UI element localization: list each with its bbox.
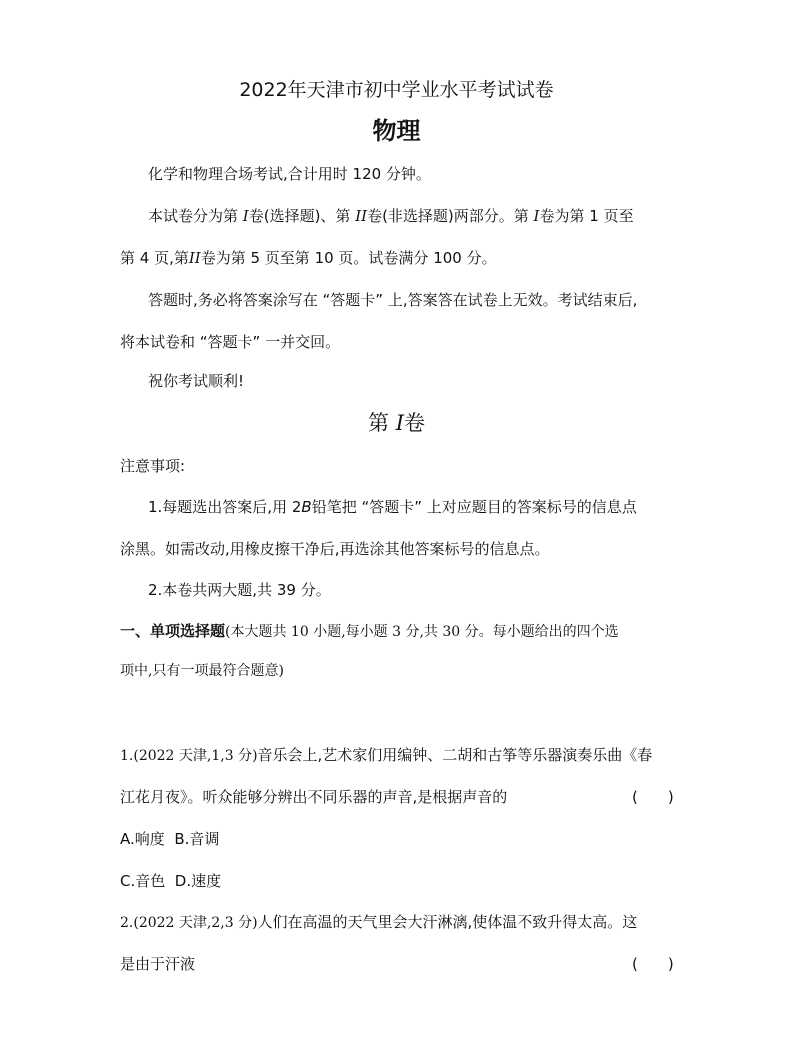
part-one-line-2: 项中,只有一项最符合题意) bbox=[120, 663, 284, 679]
option-c: C.音色 bbox=[120, 872, 166, 890]
question-1-line-1 bbox=[120, 745, 652, 766]
intro-answer-line-1: 答题时,务必将答案涂写在 “答题卡” 上,答案答在试卷上无效。考试结束后, bbox=[148, 291, 638, 309]
option-a: A.响度 bbox=[120, 830, 165, 848]
section-heading bbox=[0, 410, 793, 436]
roman-numeral: I bbox=[395, 411, 404, 435]
question-1-options-cd bbox=[120, 871, 221, 891]
text: 铅笔把 “答题卡” 上对应题目的答案标号的信息点 bbox=[311, 498, 637, 516]
text: 卷 bbox=[403, 411, 425, 435]
roman-numeral: II bbox=[188, 249, 201, 267]
part-title: 一、单项选择题 bbox=[120, 622, 226, 640]
notice-item-1-line-1 bbox=[148, 497, 637, 517]
roman-numeral: I bbox=[533, 207, 540, 225]
pencil-grade: B bbox=[301, 498, 312, 516]
question-text: 音乐会上,艺术家们用编钟、二胡和古筝等乐器演奏乐曲《春 bbox=[257, 746, 653, 764]
subject-title: 物理 bbox=[372, 117, 421, 145]
question-source: 2.(2022 天津,2,3 分) bbox=[120, 915, 258, 931]
option-d: D.速度 bbox=[174, 872, 222, 890]
intro-structure-line-2 bbox=[120, 248, 497, 268]
question-source: 1.(2022 天津,1,3 分) bbox=[120, 748, 258, 764]
notice-heading: 注意事项: bbox=[120, 457, 186, 475]
text: 第 bbox=[368, 411, 396, 435]
text: 卷为第 1 页至 bbox=[539, 207, 634, 225]
part-one-line-1 bbox=[120, 621, 619, 642]
notice-item-1-line-2: 涂黑。如需改动,用橡皮擦干净后,再选涂其他答案标号的信息点。 bbox=[120, 540, 550, 558]
intro-structure-line-1 bbox=[148, 206, 634, 226]
text: 卷为第 5 页至第 10 页。试卷满分 100 分。 bbox=[200, 249, 497, 267]
roman-numeral: II bbox=[355, 207, 368, 225]
intro-good-luck: 祝你考试顺利! bbox=[148, 372, 245, 390]
part-description: (本大题共 10 小题,每小题 3 分,共 30 分。每小题给出的四个选 bbox=[225, 624, 619, 640]
exam-title: 2022年天津市初中学业水平考试试卷 bbox=[239, 79, 554, 101]
text: 本试卷分为第 bbox=[148, 207, 243, 225]
question-1-line-2: 江花月夜》。听众能够分辨出不同乐器的声音,是根据声音的 bbox=[120, 788, 508, 806]
intro-time-note: 化学和物理合场考试,合计用时 120 分钟。 bbox=[148, 165, 431, 183]
text: 卷(选择题)、第 bbox=[248, 207, 356, 225]
text: 卷(非选择题)两部分。第 bbox=[367, 207, 534, 225]
roman-numeral: I bbox=[242, 207, 249, 225]
answer-blank: ( ) bbox=[632, 955, 674, 973]
text: 1.每题选出答案后,用 2 bbox=[148, 498, 302, 516]
text: 第 4 页,第 bbox=[120, 249, 189, 267]
question-1-options-ab bbox=[120, 829, 219, 849]
option-b: B.音调 bbox=[174, 830, 220, 848]
intro-answer-line-2: 将本试卷和 “答题卡” 一并交回。 bbox=[120, 333, 341, 351]
answer-blank: ( ) bbox=[632, 788, 674, 806]
question-2-line-1 bbox=[120, 912, 637, 933]
question-text: 人们在高温的天气里会大汗淋漓,使体温不致升得太高。这 bbox=[257, 913, 638, 931]
notice-item-2: 2.本卷共两大题,共 39 分。 bbox=[148, 581, 331, 599]
question-2-line-2: 是由于汗液 bbox=[120, 955, 196, 973]
